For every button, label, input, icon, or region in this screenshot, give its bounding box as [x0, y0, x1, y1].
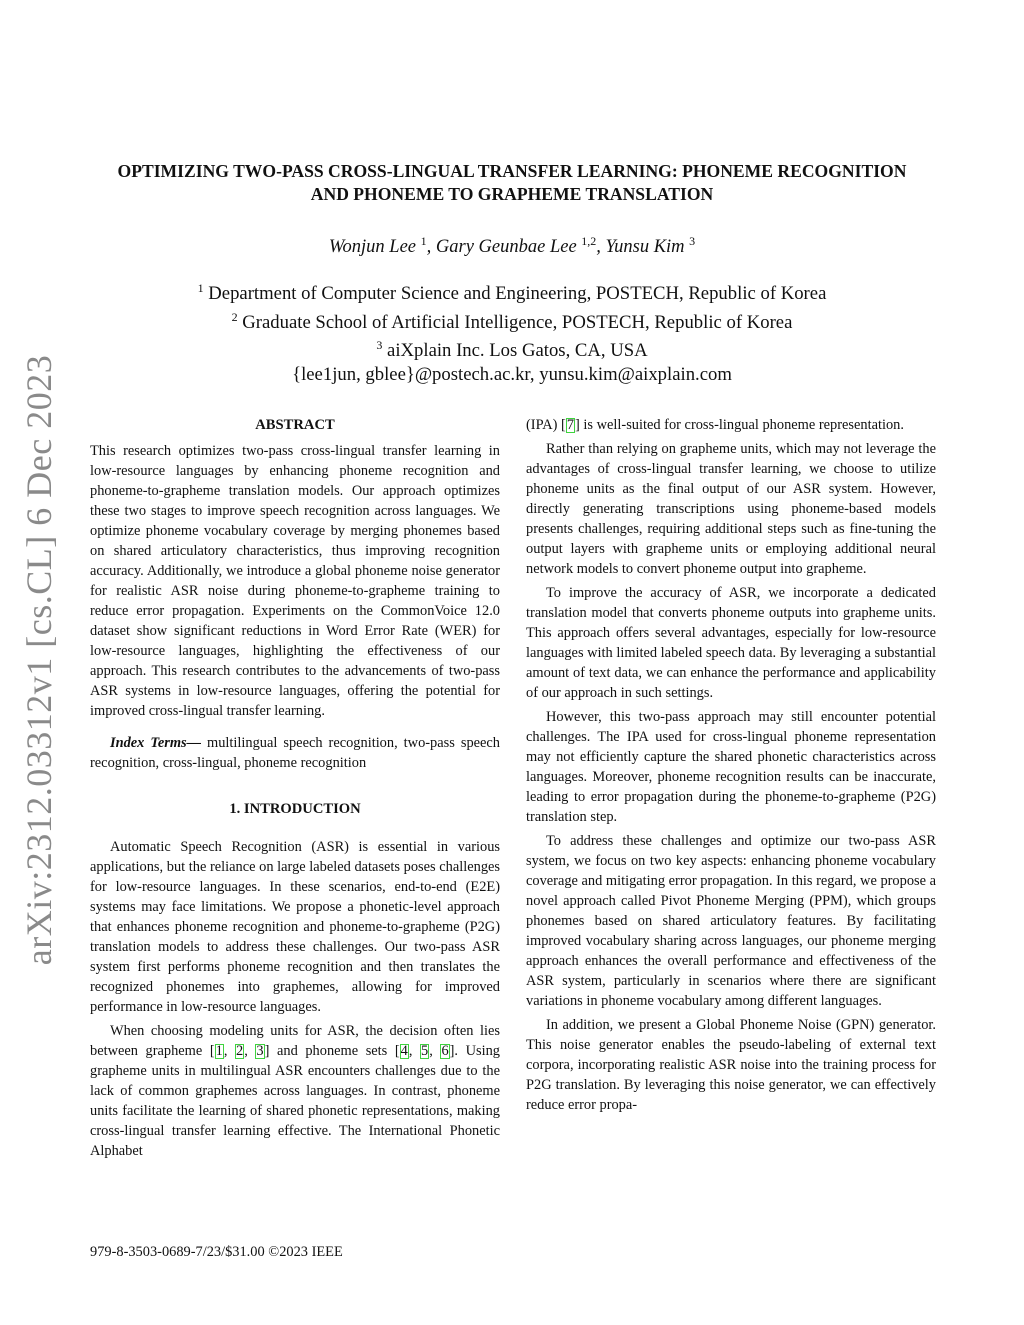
abstract-section	[90, 415, 500, 721]
left-column	[90, 415, 500, 1161]
affiliation-3	[100, 334, 924, 363]
intro-paragraph-3	[526, 415, 936, 435]
copyright-footer: 979-8-3503-0689-7/23/$31.00 ©2023 IEEE	[90, 1244, 343, 1260]
citation-separator: ,	[429, 1043, 441, 1059]
right-column	[526, 415, 936, 1115]
author-name: Yunsu Kim	[605, 237, 685, 258]
affiliation-text: Department of Computer Science and Engineering, POSTECH, Republic of Korea	[208, 283, 827, 305]
index-terms-label: Index Terms—	[110, 735, 202, 751]
affiliation-1	[100, 277, 924, 306]
author-name: Wonjun Lee	[328, 237, 417, 258]
paragraph-text: ] is well-suited for cross-lingual phoneme representation.	[575, 417, 904, 433]
arxiv-identifier-stamp	[16, 354, 62, 966]
intro-paragraph-5: To improve the accuracy of ASR, we incorporate a dedicated translation model that converts phoneme outputs into grapheme units. This approach offers several advantages, especially for low-resource languages with limited labeled speech data. By leveraging a substantial amount of text data, we can enhance the performance and applicability of our approach in such settings.	[526, 585, 937, 701]
intro-paragraph-8: In addition, we present a Global Phoneme Noise (GPN) generator. This noise generator enables the pseudo-labeling of external text corpora, incorporating realistic ASR noise into the training process for P2G translation. By leveraging this noise generator, we can effectively reduce error propa-	[526, 1017, 936, 1113]
intro-paragraph-2	[90, 1021, 500, 1161]
intro-paragraph-4: Rather than relying on grapheme units, which may not leverage the advantages of cross-lingual transfer learning, we choose to utilize phoneme units as the final output of our ASR system. However, directly generating transcriptions using phoneme-based models presents challenges, requiring additional steps such as fine-tuning the output layers with grapheme units or employing additional neural network models to convert phoneme output into grapheme.	[526, 441, 936, 577]
citation-link[interactable]: 1	[215, 1043, 223, 1059]
index-terms	[90, 733, 500, 773]
affiliation-2	[100, 306, 924, 335]
paragraph-text: ] and phoneme sets [	[264, 1043, 400, 1059]
citation-link[interactable]: 6	[441, 1043, 449, 1059]
author-emails: {lee1jun, gblee}@postech.ac.kr, yunsu.kim@aixplain.com	[292, 364, 732, 386]
paragraph-text: When choosing modeling units for ASR, the decision often lies between grapheme [	[90, 1023, 500, 1059]
citation-link[interactable]: 2	[236, 1043, 244, 1059]
affiliations	[100, 277, 924, 387]
intro-paragraph-1: Automatic Speech Recognition (ASR) is essential in various applications, but the reliance on large labeled datasets poses challenges for low-resource languages. In these scenarios, end-to-end (E2E) systems may face limitations. We propose a phonetic-level approach that enhances phoneme recognition and phoneme-to-grapheme (P2G) translation models to address these challenges. Our two-pass ASR system first performs phoneme recognition and then translates the recognized phonemes into graphemes, allowing for improved performance in low-resource languages.	[90, 839, 500, 1015]
author-separator: ,	[596, 237, 606, 258]
author-separator: ,	[426, 237, 436, 258]
intro-paragraph-7: To address these challenges and optimize our two-pass ASR system, we focus on two key aspects: enhancing phoneme vocabulary coverage and mitigating error propagation. In this regard, we propose a novel approach called Pivot Phoneme Merging (PPM), which groups phonemes based on shared articulatory features. By facilitating improved vocabulary sharing across languages, our phoneme merging approach enhances the overall performance and effectiveness of the ASR system, particularly in scenarios where there are significant variations in phoneme vocabulary among different languages.	[526, 833, 936, 1009]
author-line	[100, 229, 924, 259]
citation-link[interactable]: 4	[400, 1043, 408, 1059]
citation-link[interactable]: 3	[256, 1043, 264, 1059]
citation-separator: ,	[223, 1043, 236, 1059]
citation-link[interactable]: 5	[421, 1043, 429, 1059]
citation-separator: ,	[408, 1043, 421, 1059]
intro-paragraph-6: However, this two-pass approach may still encounter potential challenges. The IPA used for cross-lingual phoneme representation may not efficiently capture the shared phonetic characteristics across languages. Moreover, phoneme recognition results can be inaccurate, leading to error propagation during the phoneme-to-grapheme (P2G) translation step.	[526, 709, 936, 825]
index-terms-text: multilingual speech recognition, two-pass speech recognition, cross-lingual, phoneme recognition	[90, 735, 500, 771]
affiliation-marker: 1	[197, 281, 204, 295]
arxiv-identifier-text: arXiv:2312.03312v1 [cs.CL] 6 Dec 2023	[19, 354, 59, 966]
paragraph-text: ]. Using grapheme units in multilingual ASR encounters challenges due to the lack of common graphemes across languages. In contrast, phoneme units facilitate the learning of shared phonetic representations, making cross-lingual transfer learning effective. The International Phonetic Alphabet	[90, 1043, 500, 1159]
author-name: Gary Geunbae Lee	[435, 237, 577, 258]
affiliation-marker: 2	[231, 309, 238, 324]
affiliation-marker: 3	[376, 338, 383, 353]
abstract-heading: ABSTRACT	[255, 417, 335, 433]
citation-separator: ,	[244, 1043, 256, 1059]
author-affil-marker: 1,2	[581, 234, 597, 248]
paragraph-text: (IPA) [	[526, 417, 566, 433]
paper-title: OPTIMIZING TWO-PASS CROSS-LINGUAL TRANSFER LEARNING: PHONEME RECOGNITION AND PHONEME TO GRAPHEME TRANSLATION	[117, 161, 907, 204]
author-affil-marker: 3	[689, 234, 696, 248]
abstract-text: This research optimizes two-pass cross-lingual transfer learning in low-resource languages by enhancing phoneme recognition and phoneme-to-grapheme translation models. Our approach optimizes these two stages to improve speech recognition across languages. We optimize phoneme vocabulary coverage by merging phonemes based on shared articulatory characteristics, thus improving recognition accuracy. Additionally, we introduce a global phoneme noise generator for realistic ASR noise during phoneme-to-grapheme training to reduce error propagation. Experiments on the CommonVoice 12.0 dataset show significant reductions in Word Error Rate (WER) for low-resource languages, highlighting the effectiveness of our approach. This research contributes to the advancements of two-pass ASR systems in low-resource languages, offering the potential for improved cross-lingual transfer learning.	[90, 443, 500, 719]
author-affil-marker: 1	[420, 234, 427, 248]
introduction-heading: 1. INTRODUCTION	[229, 801, 361, 817]
citation-link[interactable]: 7	[566, 417, 575, 433]
affiliation-text: aiXplain Inc. Los Gatos, CA, USA	[387, 340, 648, 362]
affiliation-text: Graduate School of Artificial Intelligence, POSTECH, Republic of Korea	[242, 311, 793, 333]
